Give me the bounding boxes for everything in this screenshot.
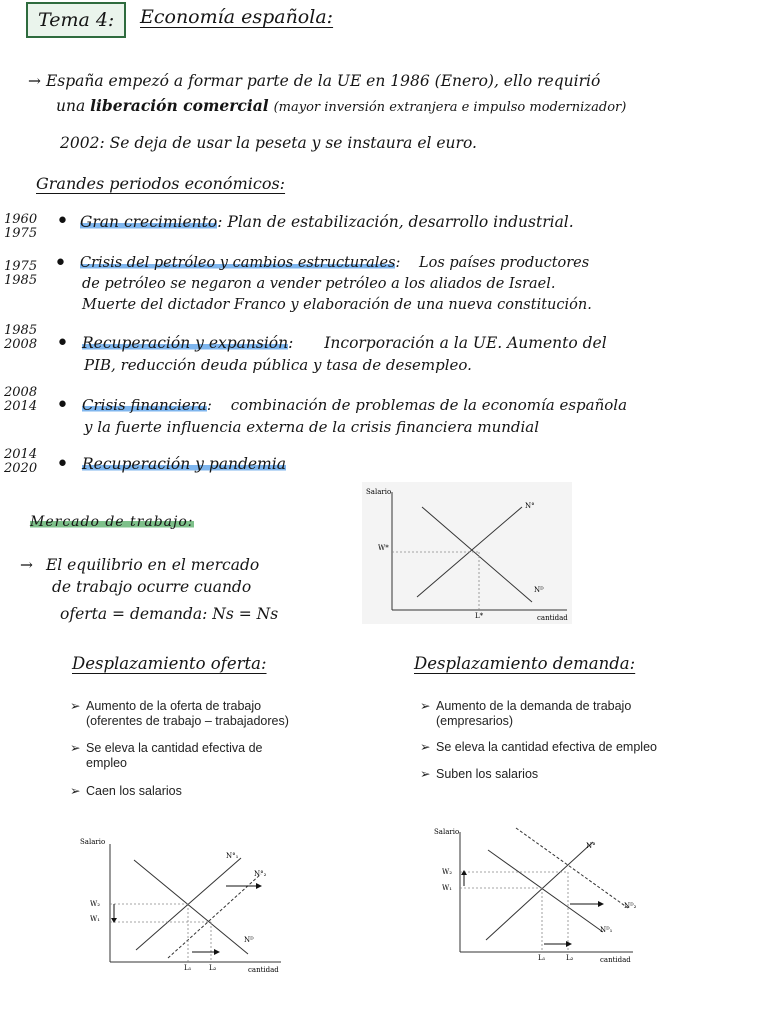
labor-equilibrium-graph [362, 482, 572, 624]
period-item: Crisis financiera: combinación de problemas de la economía española [82, 396, 628, 414]
period-title: Recuperación y pandemia [82, 455, 286, 473]
demand-1-label: Nᴰ₁ [600, 926, 613, 934]
bold-term: liberación comercial [90, 96, 269, 115]
supply-label: N° [525, 502, 535, 510]
demand-curve-1 [488, 850, 603, 932]
supply-shift-graph [76, 830, 286, 975]
x-axis-label: cantidad [600, 956, 631, 964]
period-title: Crisis del petróleo y cambios estructurales [80, 255, 396, 271]
bullet-arrow-icon: ➢ [70, 784, 81, 798]
quantity-2-label: L₂ [209, 964, 217, 972]
supply-shift-heading: Desplazamiento oferta: [72, 654, 267, 673]
supply-bullet: ➢ Se eleva la cantidad efectiva de empleo [70, 741, 263, 770]
labor-heading: Mercado de trabajo: [30, 514, 194, 530]
right-arrow-icon [226, 883, 262, 889]
wage-1-label: W₁ [90, 915, 101, 923]
demand-shift-heading: Desplazamiento demanda: [414, 654, 636, 673]
bullet-icon: • [56, 331, 69, 356]
supply-1-label: N°₁ [226, 852, 239, 860]
quantity-1-label: L₁ [184, 964, 192, 972]
y-axis-label: Salario [80, 838, 106, 846]
up-arrow-icon [461, 870, 467, 886]
down-arrow-icon [111, 904, 117, 923]
labor-line-3: oferta = demanda: Ns = Ns [60, 605, 279, 623]
period-line: y la fuerte influencia externa de la crisis financiera mundial [84, 418, 540, 436]
demand-2-label: Nᴰ₂ [624, 902, 637, 910]
bullet-icon: • [54, 251, 67, 276]
arrow-icon: → [20, 556, 33, 574]
bullet-arrow-icon: ➢ [420, 767, 431, 781]
demand-label: Nᴰ [244, 936, 254, 944]
wage-2-label: W₂ [90, 900, 101, 908]
demand-bullet: ➢ Aumento de la demanda de trabajo (empresarios) [420, 699, 632, 728]
topic-label-box [26, 2, 126, 38]
period-item: Recuperación y expansión: Incorporación a la UE. Aumento del [82, 334, 607, 352]
supply-label: N° [586, 842, 596, 850]
wage-1-label: W₁ [442, 884, 453, 892]
period-years: 1960 1975 [4, 212, 38, 241]
period-line: de petróleo se negaron a vender petróleo a los aliados de Israel. [82, 276, 556, 292]
bullet-icon: • [56, 452, 69, 477]
page-title: Economía española: [140, 6, 334, 28]
demand-bullet: ➢ Se eleva la cantidad efectiva de empleo [420, 740, 657, 754]
period-line: PIB, reducción deuda pública y tasa de desempleo. [84, 356, 472, 374]
period-item: Gran crecimiento: Plan de estabilización, desarrollo industrial. [80, 213, 574, 231]
bullet-arrow-icon: ➢ [70, 699, 81, 713]
quantity-1-label: L₁ [538, 954, 546, 962]
quantity-2-label: L₂ [566, 954, 574, 962]
period-years: 1975 1985 [4, 259, 38, 288]
bullet-arrow-icon: ➢ [420, 699, 431, 713]
supply-curve-2 [168, 874, 261, 958]
bullet-icon: • [56, 209, 69, 234]
right-arrow-icon [570, 901, 604, 907]
period-years: 2008 2014 [4, 385, 38, 414]
bullet-arrow-icon: ➢ [70, 741, 81, 755]
demand-curve-2 [516, 828, 628, 908]
wage-label: W* [378, 544, 389, 552]
demand-curve [134, 860, 248, 954]
labor-line-2: de trabajo ocurre cuando [52, 578, 252, 596]
demand-bullet: ➢ Suben los salarios [420, 767, 539, 781]
intro-line-2: una liberación comercial (mayor inversión extranjera e impulso modernizador) [56, 96, 627, 115]
demand-label: Nᴰ [534, 586, 544, 594]
labor-line-1: → El equilibrio en el mercado [20, 556, 260, 574]
period-title: Crisis financiera [82, 396, 207, 414]
intro-line-1: → España empezó a formar parte de la UE en 1986 (Enero), ello requirió [28, 72, 601, 90]
period-line: Muerte del dictador Franco y elaboración de una nueva constitución. [82, 297, 592, 313]
period-item: Crisis del petróleo y cambios estructurales: Los países productores [80, 255, 590, 271]
supply-curve [486, 842, 593, 940]
graph-background [362, 482, 572, 624]
period-item [82, 455, 286, 473]
supply-2-label: N°₂ [254, 870, 267, 878]
period-title: Gran crecimiento [80, 213, 218, 231]
quantity-label: L* [475, 612, 484, 620]
period-title: Recuperación y expansión [82, 334, 289, 352]
y-axis-label: Salario [434, 828, 460, 836]
intro-line-3: 2002: Se deja de usar la peseta y se instaura el euro. [60, 134, 477, 152]
periods-heading: Grandes periodos económicos: [36, 174, 286, 193]
right-arrow-icon [544, 941, 572, 947]
x-axis-label: cantidad [537, 614, 568, 622]
arrow-icon: → [28, 72, 41, 90]
x-axis-label: cantidad [248, 966, 279, 974]
period-years: 2014 2020 [4, 447, 38, 476]
wage-2-label: W₂ [442, 868, 453, 876]
y-axis-label: Salario [366, 488, 392, 496]
topic-label: Tema 4: [38, 9, 115, 31]
supply-bullet: ➢ Aumento de la oferta de trabajo (oferentes de trabajo – trabajadores) [70, 699, 289, 728]
bullet-icon: • [56, 393, 69, 418]
demand-shift-graph [428, 822, 638, 967]
bullet-arrow-icon: ➢ [420, 740, 431, 754]
supply-bullet: ➢ Caen los salarios [70, 784, 182, 798]
period-years: 1985 2008 [4, 323, 38, 352]
right-arrow-icon [192, 949, 220, 955]
